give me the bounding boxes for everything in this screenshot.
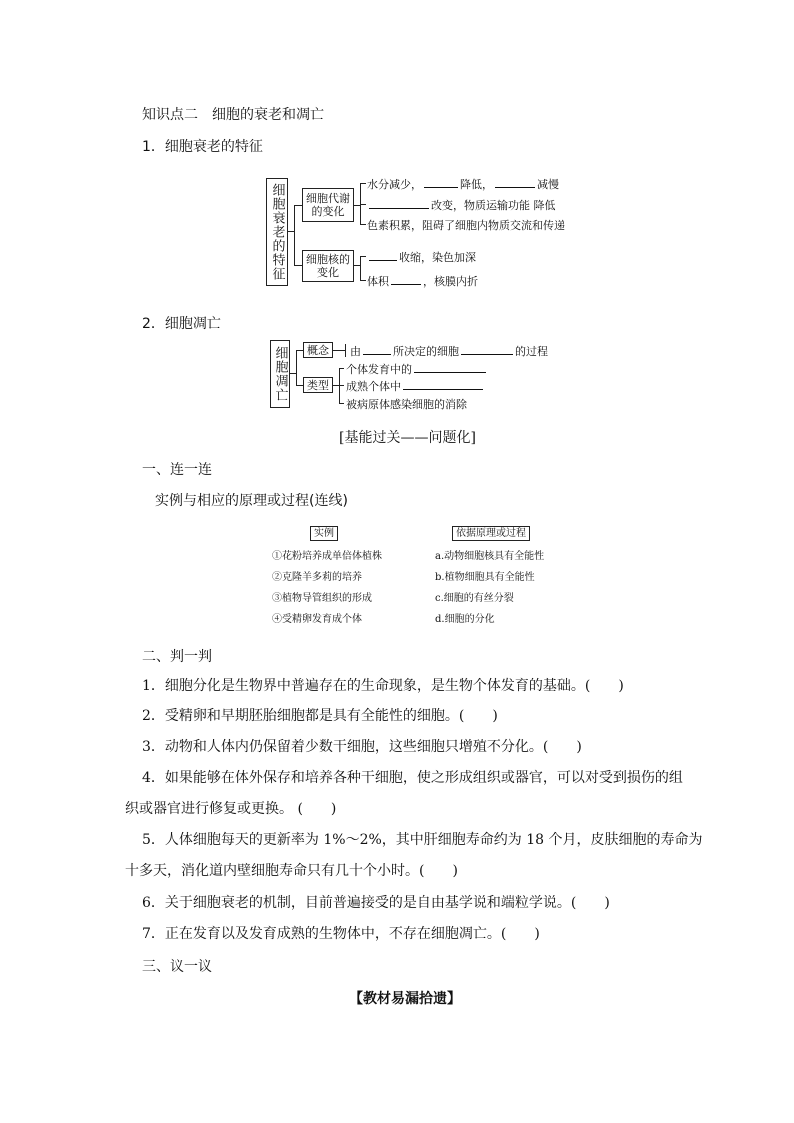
judge-q6: 6．关于细胞衰老的机制，目前普遍接受的是自由基学说和端粒学说。( ) (142, 895, 610, 911)
right-item-a: a.动物细胞核具有全能性 (435, 551, 545, 562)
left-item-1: ①花粉培养成单倍体植株 (272, 551, 382, 562)
concept-box: 概念 (303, 342, 333, 358)
aging-root-box: 细胞衰老的特征 (266, 178, 288, 286)
judge-q5-line1: 5．人体细胞每天的更新率为 1%～2%，其中肝细胞寿命约为 18 个月，皮肤细胞的寿命为 (142, 832, 703, 848)
metab-line-2: 改变，物质运输功能 降低 (367, 197, 556, 213)
part3-title: 三、议一议 (142, 959, 212, 975)
base-title: [基能过关——问题化] (339, 430, 476, 446)
concept-text: 由 所决定的细胞 的过程 (350, 345, 548, 358)
right-item-d: d.细胞的分化 (435, 614, 495, 625)
left-header: 实例 (310, 526, 338, 541)
left-item-3: ③植物导管组织的形成 (272, 593, 372, 604)
right-header: 依据原理或过程 (452, 526, 530, 541)
judge-q4-line1: 4．如果能够在体外保存和培养各种干细胞，使之形成组织或器官，可以对受到损伤的组 (142, 770, 683, 786)
type-box: 类型 (303, 377, 333, 393)
right-item-c: c.细胞的有丝分裂 (435, 593, 514, 604)
judge-q1: 1．细胞分化是生物界中普遍存在的生命现象，是生物个体发育的基础。( ) (142, 678, 624, 694)
type-line-2: 成熟个体中 (346, 378, 485, 394)
part2-title: 二、判一判 (142, 649, 212, 665)
right-item-b: b.植物细胞具有全能性 (435, 572, 535, 583)
metab-line-3: 色素积累，阻碍了细胞内物质交流和传递 (367, 219, 565, 232)
judge-q5-line2: 十多天，消化道内壁细胞寿命只有几十个小时。( ) (125, 863, 458, 879)
subsection-aging: 1．细胞衰老的特征 (142, 139, 263, 155)
nucleus-line-2: 体积 ，核膜内折 (367, 275, 478, 288)
section-title: 知识点二 细胞的衰老和凋亡 (142, 107, 324, 123)
textbook-title: 【教材易漏拾遗】 (349, 991, 461, 1007)
judge-q7: 7．正在发育以及发育成熟的生物体中，不存在细胞凋亡。( ) (142, 926, 540, 942)
nucleus-box: 细胞核的变化 (302, 250, 354, 282)
metabolism-box: 细胞代谢的变化 (302, 188, 354, 222)
subsection-apoptosis: 2．细胞凋亡 (142, 316, 221, 332)
judge-q2: 2．受精卵和早期胚胎细胞都是具有全能性的细胞。( ) (142, 708, 498, 724)
judge-q4-line2: 织或器官进行修复或更换。 ( ) (125, 801, 337, 817)
metab-line-1: 水分减少， 降低， 减慢 (367, 178, 559, 191)
match-intro: 实例与相应的原理或过程(连线) (155, 493, 348, 509)
part1-title: 一、连一连 (142, 462, 212, 478)
apoptosis-root-box: 细胞凋亡 (270, 340, 290, 408)
type-line-1: 个体发育中的 (346, 361, 488, 377)
left-item-2: ②克隆羊多莉的培养 (272, 572, 362, 583)
judge-q3: 3．动物和人体内仍保留着少数干细胞，这些细胞只增殖不分化。( ) (142, 739, 582, 755)
nucleus-line-1: 收缩，染色加深 (367, 249, 476, 265)
left-item-4: ④受精卵发育成个体 (272, 614, 362, 625)
type-line-3: 被病原体感染细胞的消除 (346, 398, 467, 411)
